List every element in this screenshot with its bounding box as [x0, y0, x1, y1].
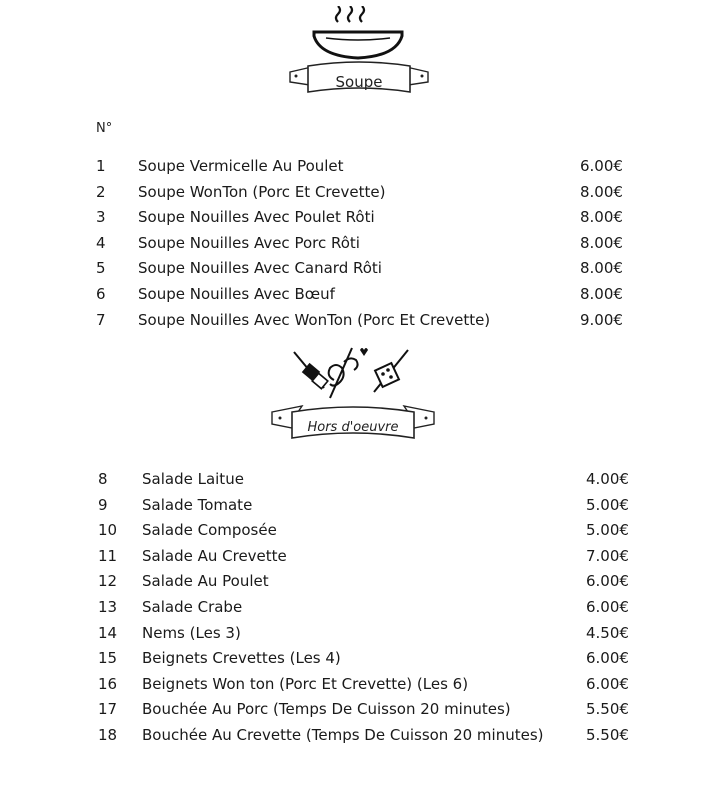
item-name: Soupe Nouilles Avec Canard Rôti	[138, 259, 382, 278]
item-number: 6	[96, 284, 106, 303]
item-name: Soupe Nouilles Avec Bœuf	[138, 284, 335, 303]
item-name: Soupe Nouilles Avec Poulet Rôti	[138, 208, 375, 227]
item-price: 5.00€	[586, 521, 629, 540]
item-price: 6.00€	[586, 597, 629, 616]
item-price: 8.00€	[580, 259, 623, 278]
item-number: 2	[96, 182, 106, 201]
item-name: Soupe Nouilles Avec WonTon (Porc Et Crevette)	[138, 310, 491, 329]
item-number: 10	[98, 521, 118, 540]
number-column-header: N°	[96, 121, 113, 136]
menu-item	[98, 572, 638, 598]
item-name: Beignets Crevettes (Les 4)	[142, 649, 341, 668]
item-number: 15	[98, 649, 118, 668]
item-number: 16	[98, 674, 118, 693]
item-name: Beignets Won ton (Porc Et Crevette) (Les 6)	[142, 674, 469, 693]
item-price: 6.00€	[580, 157, 623, 175]
item-number: 4	[96, 233, 106, 252]
item-price: 6.00€	[586, 572, 629, 591]
item-price: 5.50€	[586, 700, 629, 719]
item-name: Salade Au Poulet	[142, 572, 269, 591]
hors-doeuvre-banner	[268, 398, 438, 444]
menu-item	[98, 726, 638, 752]
menu-item	[98, 598, 638, 624]
item-name: Bouchée Au Porc (Temps De Cuisson 20 minutes)	[142, 700, 511, 719]
item-price: 8.00€	[580, 284, 623, 303]
menu-item	[98, 496, 638, 522]
menu-item	[98, 624, 638, 650]
item-number: 17	[98, 700, 118, 719]
item-name: Salade Composée	[142, 521, 277, 540]
menu-item	[98, 700, 638, 726]
item-number: 13	[98, 597, 118, 616]
menu-item	[96, 208, 636, 234]
item-price: 6.00€	[586, 649, 629, 668]
item-name: Soupe WonTon (Porc Et Crevette)	[138, 182, 386, 201]
item-number: 9	[98, 495, 108, 514]
item-number: 18	[98, 725, 118, 744]
item-name: Salade Laitue	[142, 470, 244, 488]
item-name: Nems (Les 3)	[142, 623, 241, 642]
menu-item	[96, 311, 636, 337]
item-number: 14	[98, 623, 118, 642]
soupe-banner	[286, 56, 432, 100]
item-name: Salade Crabe	[142, 597, 243, 616]
item-price: 4.00€	[586, 470, 629, 488]
item-number: 3	[96, 208, 106, 227]
item-price: 9.00€	[580, 310, 623, 329]
section-title-soupe: Soupe	[335, 73, 383, 91]
item-price: 5.00€	[586, 495, 629, 514]
menu-item	[96, 259, 636, 285]
item-name: Salade Au Crevette	[142, 546, 287, 565]
item-name: Salade Tomate	[142, 495, 253, 514]
menu-item	[98, 675, 638, 701]
item-price: 8.00€	[580, 208, 623, 227]
section-title-hors-doeuvre: Hors d'oeuvre	[307, 420, 399, 435]
item-number: 1	[96, 157, 106, 175]
item-price: 5.50€	[586, 725, 629, 744]
item-number: 7	[96, 310, 106, 329]
item-price: 8.00€	[580, 182, 623, 201]
menu-item	[98, 470, 638, 496]
item-name: Bouchée Au Crevette (Temps De Cuisson 20 minutes)	[142, 725, 544, 744]
item-price: 4.50€	[586, 623, 629, 642]
item-price: 6.00€	[586, 674, 629, 693]
item-number: 11	[98, 546, 118, 565]
menu-item	[98, 547, 638, 573]
item-price: 8.00€	[580, 233, 623, 252]
menu-item	[96, 285, 636, 311]
menu-item	[98, 521, 638, 547]
item-name: Soupe Vermicelle Au Poulet	[138, 157, 344, 175]
menu-item	[96, 183, 636, 209]
soupe-menu-list	[96, 157, 636, 336]
skewer-icon	[290, 344, 414, 404]
item-number: 8	[98, 470, 108, 488]
item-price: 7.00€	[586, 546, 629, 565]
menu-item	[96, 157, 636, 183]
item-name: Soupe Nouilles Avec Porc Rôti	[138, 233, 360, 252]
item-number: 5	[96, 259, 106, 278]
hors-doeuvre-menu-list	[98, 470, 638, 752]
menu-item	[96, 234, 636, 260]
item-number: 12	[98, 572, 118, 591]
menu-item	[98, 649, 638, 675]
